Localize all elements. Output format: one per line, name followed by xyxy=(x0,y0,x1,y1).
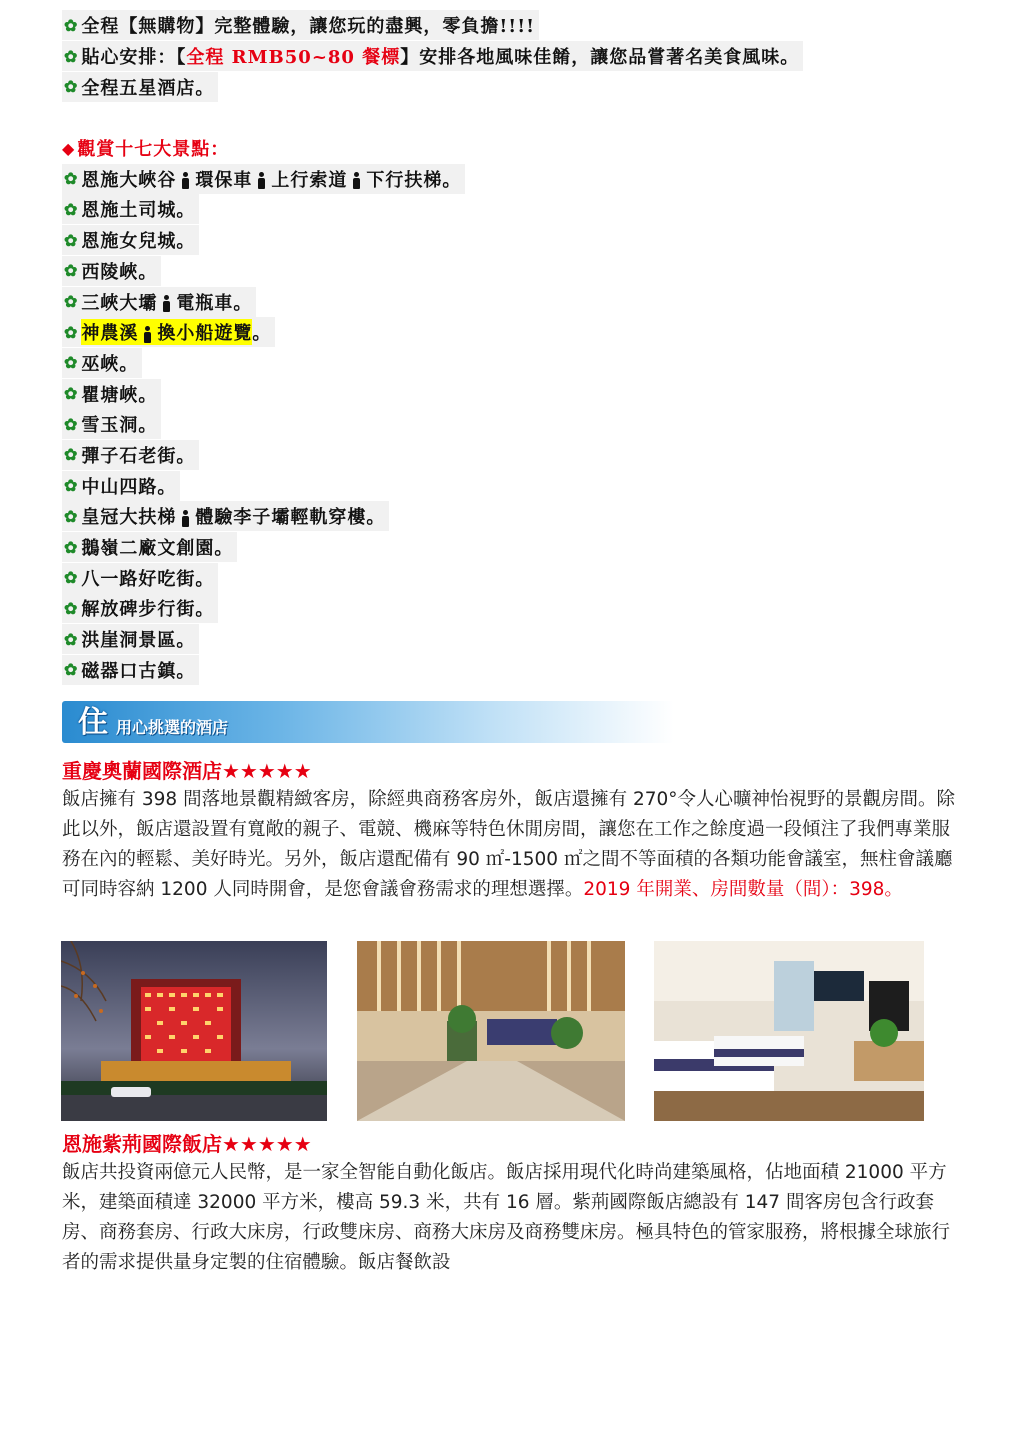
hotel-section-banner xyxy=(62,697,674,745)
banner-title: 用心挑選的酒店 xyxy=(116,718,229,737)
flower-icon: ✿ xyxy=(64,199,79,219)
flower-icon: ✿ xyxy=(64,46,79,66)
sight-name: 瞿塘峽 xyxy=(81,384,139,406)
flower-icon: ✿ xyxy=(64,77,79,97)
flower-icon: ✿ xyxy=(64,445,79,465)
sight-item: ✿ 恩施大峽谷 環保車 上行索道 下行扶梯 。 xyxy=(62,163,962,194)
flower-icon: ✿ xyxy=(64,506,79,526)
sight-name: 換小船遊覽 xyxy=(157,323,253,345)
meal-standard: 全程 RMB50~80 餐標 xyxy=(186,47,401,69)
sight-name: 解放碑步行街 xyxy=(81,599,196,621)
sight-item: ✿ 八一路好吃街 。 xyxy=(62,562,962,593)
sight-name: 恩施女兒城 xyxy=(81,231,177,253)
sight-name: 巫峽 xyxy=(81,353,120,375)
flower-icon: ✿ xyxy=(64,384,79,404)
sight-name: 電瓶車 xyxy=(176,292,234,314)
sight-name: 西陵峽 xyxy=(81,261,139,283)
sight-item: ✿ 瞿塘峽 。 xyxy=(62,378,962,409)
person-icon xyxy=(163,295,170,312)
sight-name: 皇冠大扶梯 xyxy=(81,507,177,529)
flower-icon: ✿ xyxy=(64,568,79,588)
sights-title: 觀賞十七大景點： xyxy=(77,139,230,161)
sight-item: ✿ 彈子石老街 。 xyxy=(62,440,962,471)
sight-name: 三峽大壩 xyxy=(81,292,158,314)
hotel-lobby-photo xyxy=(357,941,625,1121)
diamond-icon: ◆ xyxy=(62,138,76,158)
person-icon xyxy=(144,326,151,343)
hotel-description: 飯店擁有 398 間落地景觀精緻客房，除經典商務客房外，飯店還擁有 270°令人心曠神怡視野的景觀房間。除此以外，飯店還設置有寬敞的親子、電競、機麻等特色休閒房間，讓您在工作之餘度過一段傾注了我們專業服務在內的輕鬆、美好時光。另外，飯店還配備有 90 ㎡-1500 ㎡之間不等面積的各類功能會議室，無柱會議廳可同時容納 1200 人同時開會，是您會議會務需求的理想選擇。2019 年開業、房間數量（間）：398。 xyxy=(62,789,956,900)
sight-name: 洪崖洞景區 xyxy=(81,630,177,652)
sight-name: 上行索道 xyxy=(271,169,348,191)
sight-name: 雪玉洞 xyxy=(81,415,139,437)
person-icon xyxy=(258,172,265,189)
hotel-name: 重慶奧蘭國際酒店★★★★★ xyxy=(62,759,312,783)
flower-icon: ✿ xyxy=(64,660,79,680)
highlight-text: 貼心安排：【 xyxy=(81,47,187,69)
sights-heading xyxy=(62,133,962,164)
flower-icon: ✿ xyxy=(64,169,79,189)
hotel-description: 飯店共投資兩億元人民幣，是一家全智能自動化飯店。飯店採用現代化時尚建築風格，佔地面積 21000 平方米，建築面積達 32000 平方米，樓高 59.3 米，共有 16 層。紫荊國際飯店總設有 147 間客房包含行政套房、商務套房、行政大床房，行政雙床房、商務大床房及商務雙床房。極具特色的管家服務，將根據全球旅行者的需求提供量身定製的住宿體驗。飯店餐飲設 xyxy=(62,1162,951,1273)
sight-item: ✿ 皇冠大扶梯 體驗李子壩輕軌穿樓 。 xyxy=(62,501,962,532)
flower-icon: ✿ xyxy=(64,414,79,434)
sight-name: 磁器口古鎮 xyxy=(81,660,177,682)
flower-icon: ✿ xyxy=(64,261,79,281)
flower-icon: ✿ xyxy=(64,537,79,557)
person-icon xyxy=(353,172,360,189)
flower-icon: ✿ xyxy=(64,353,79,373)
sight-name: 八一路好吃街 xyxy=(81,568,196,590)
highlight-text: 】安排各地風味佳餚，讓您品嘗著名美食風味。 xyxy=(400,47,800,69)
sight-item: ✿ 恩施土司城 。 xyxy=(62,194,962,225)
hotel-exterior-photo xyxy=(61,941,327,1121)
sight-name: 中山四路 xyxy=(81,476,158,498)
sight-item: ✿ 神農溪 換小船遊覽 。 xyxy=(62,317,962,348)
sight-item: ✿ 巫峽 。 xyxy=(62,348,962,379)
sight-item: ✿ 洪崖洞景區 。 xyxy=(62,624,962,655)
sight-name: 恩施土司城 xyxy=(81,200,177,222)
sight-name: 環保車 xyxy=(195,169,253,191)
flower-icon: ✿ xyxy=(64,598,79,618)
sight-name: 鵝嶺二廠文創園 xyxy=(81,538,215,560)
sight-item: ✿ 三峽大壩 電瓶車 。 xyxy=(62,286,962,317)
sight-item: ✿ 西陵峽 。 xyxy=(62,256,962,287)
flower-icon: ✿ xyxy=(64,322,79,342)
highlight-line xyxy=(62,41,962,72)
highlight-line xyxy=(62,71,962,102)
sight-name: 體驗李子壩輕軌穿樓 xyxy=(195,507,367,529)
sight-item: ✿ 磁器口古鎮 。 xyxy=(62,654,962,685)
sight-name: 恩施大峽谷 xyxy=(81,169,177,191)
hotel-room-photo xyxy=(654,941,924,1121)
highlight-text: 全程五星酒店。 xyxy=(81,77,215,99)
sight-name: 神農溪 xyxy=(81,323,139,345)
sight-item: ✿ 雪玉洞 。 xyxy=(62,409,962,440)
sight-item: ✿ 解放碑步行街 。 xyxy=(62,593,962,624)
flower-icon: ✿ xyxy=(64,476,79,496)
flower-icon: ✿ xyxy=(64,15,79,35)
hotel-name: 恩施紫荊國際飯店★★★★★ xyxy=(62,1132,312,1156)
sight-name: 下行扶梯 xyxy=(366,169,443,191)
hotel-note: 2019 年開業、房間數量（間）：398。 xyxy=(583,879,903,900)
itinerary-highlights xyxy=(62,10,962,685)
flower-icon: ✿ xyxy=(64,230,79,250)
banner-icon-text: 住 xyxy=(78,705,108,740)
sight-item: ✿ 鵝嶺二廠文創園 。 xyxy=(62,532,962,563)
flower-icon: ✿ xyxy=(64,292,79,312)
highlight-text: 全程【無購物】完整體驗，讓您玩的盡興，零負擔!!!! xyxy=(81,16,536,38)
flower-icon: ✿ xyxy=(64,629,79,649)
highlight-line xyxy=(62,10,962,41)
sight-item: ✿ 中山四路 。 xyxy=(62,470,962,501)
person-icon xyxy=(182,172,189,189)
sight-name: 彈子石老街 xyxy=(81,445,177,467)
sight-item: ✿ 恩施女兒城 。 xyxy=(62,225,962,256)
person-icon xyxy=(182,510,189,527)
sights-list xyxy=(62,163,962,685)
